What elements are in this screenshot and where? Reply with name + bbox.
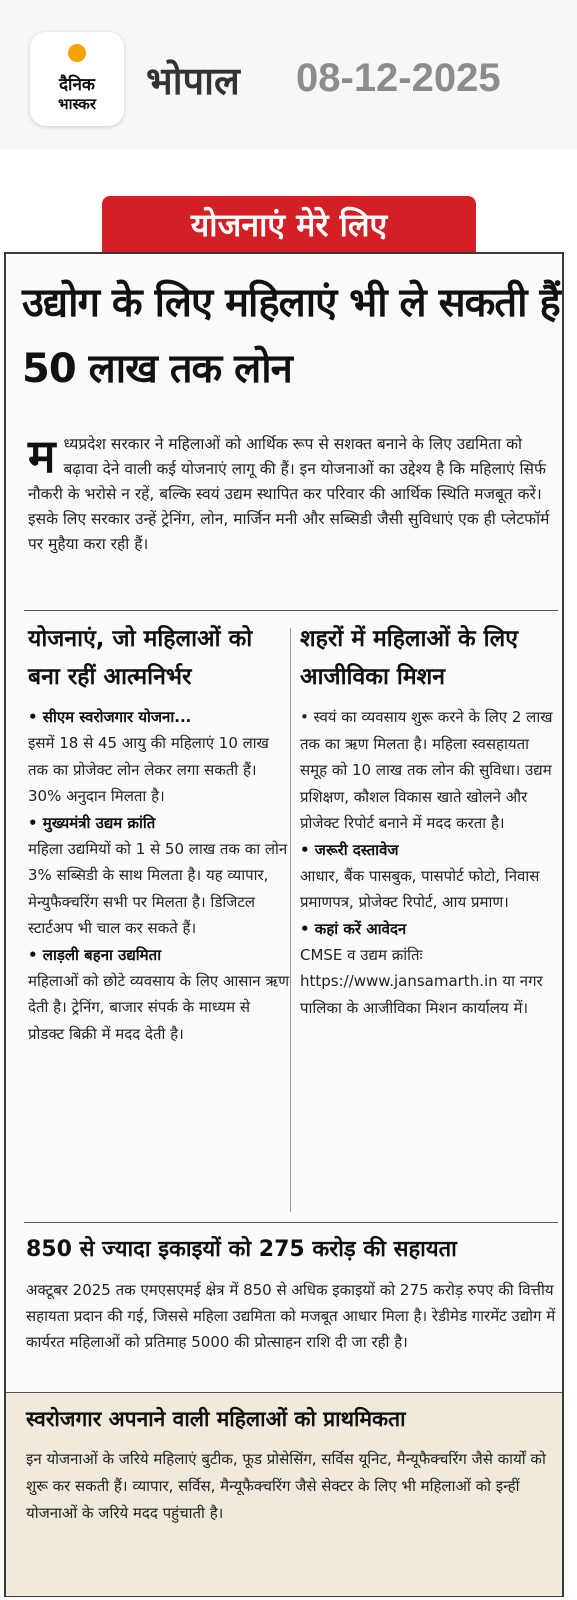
column-divider (290, 628, 291, 1212)
intro-paragraph (28, 429, 554, 557)
apply-title: • कहां करें आवेदन (300, 919, 407, 938)
scheme-title: • सीएम स्वरोजगार योजना... (28, 708, 192, 726)
divider (24, 610, 558, 611)
city-name: भोपाल (146, 59, 240, 103)
newspaper-logo[interactable] (30, 32, 124, 126)
scheme-title: • मुख्यमंत्री उद्यम क्रांति (28, 813, 156, 832)
documents-title: • जरूरी दस्तावेज (300, 840, 399, 859)
priority-text: इन योजनाओं के जरिये महिलाएं बुटीक, फूड प्रोसेसिंग, सर्विस यूनिट, मैन्यूफैक्चरिंग जैसे कार्यों को शुरू कर सकती हैं। व्यापार, सर्विस, मैन्यूफैक्चरिंग जैसे सेक्टर के लिए भी महिलाओं को इन्हीं योजनाओं के जरिये मदद पहुंचाती है। (26, 1450, 546, 1522)
assistance-text: अक्टूबर 2025 तक एमएसएमई क्षेत्र में 850 से अधिक इकाइयों को 275 करोड़ रुपए की वित्तीय सहायता प्रदान की गई, जिससे महिला उद्यमिता को मजबूत आधार मिला है। रेडीमेड गारमेंट उद्योग में कार्यरत महिलाओं को प्रतिमाह 5000 की प्रोत्साहन राशि दी जा रही है। (26, 1281, 556, 1351)
mission-text: • स्वयं का व्यवसाय शुरू करने के लिए 2 लाख तक का ऋण मिलता है। महिला स्वसहायता समूह को 10 लाख तक लोन की सुविधा। उद्यम प्रशिक्षण, कौशल विकास खाते खोलने और प्रोजेक्ट रिपोर्ट बनाने में मदद करता है। (300, 708, 553, 832)
right-column (300, 620, 558, 1021)
left-column-heading: योजनाएं, जो महिलाओं को बना रहीं आत्मनिर्भर (28, 626, 253, 690)
scheme-text: महिलाओं को छोटे व्यवसाय के लिए आसान ऋण देती है। ट्रेनिंग, बाजार संपर्क के माध्यम से प्रोडक्ट बिक्री में मदद देती है। (28, 971, 290, 1043)
drop-cap: म (28, 429, 56, 483)
divider (24, 1222, 558, 1223)
intro-text: ध्यप्रदेश सरकार ने महिलाओं को आर्थिक रूप से सशक्त बनाने के लिए उद्यमिता को बढ़ावा देने वाली कई योजनाएं लागू की हैं। इन योजनाओं का उद्देश्य है कि महिलाएं सिर्फ नौकरी के भरोसे न रहें, बल्कि स्वयं उद्यम स्थापित कर परिवार की आर्थिक स्थिति मजबूत करें। इसके लिए सरकार उन्हें ट्रेनिंग, लोन, मार्जिन मनी और सब्सिडी जैसी सुविधाएं एक ही प्लेटफॉर्म पर मुहैया करा रही हैं। (28, 435, 550, 553)
assistance-heading: 850 से ज्यादा इकाइयों को 275 करोड़ की सहायता (26, 1237, 457, 1262)
apply-text: CMSE व उद्यम क्रांतिः https://www.jansamarth.in या नगर पालिका के आजीविका मिशन कार्यालय में। (300, 945, 543, 1017)
edition-date: 08-12-2025 (296, 56, 501, 100)
left-column (28, 620, 290, 1047)
logo-line1: दैनिक (59, 75, 95, 95)
masthead (0, 0, 577, 150)
sun-icon (68, 44, 86, 62)
scheme-title: • लाड़ली बहना उद्यमिता (28, 945, 162, 964)
scheme-text: महिला उद्यमियों को 1 से 50 लाख तक का लोन 3% सब्सिडी के साथ मिलता है। यह व्यापार, मेन्युफैक्चरिंग सभी पर मिलता है। डिजिटल स्टार्टअप भी चाल कर सकते हैं। (28, 839, 288, 937)
priority-heading: स्वरोजगार अपनाने वाली महिलाओं को प्राथमिकता (26, 1407, 406, 1431)
headline: उद्योग के लिए महिलाएं भी ले सकती हैं 50 लाख तक लोन (22, 280, 560, 392)
scheme-text: इसमें 18 से 45 आयु की महिलाएं 10 लाख तक का प्रोजेक्ट लोन लेकर लगा सकती हैं। 30% अनुदान मिलता है। (28, 734, 269, 805)
section-tag: योजनाएं मेरे लिए (102, 196, 476, 252)
right-column-heading: शहरों में महिलाओं के लिए आजीविका मिशन (300, 626, 518, 690)
logo-line2: भास्कर (58, 95, 96, 113)
documents-text: आधार, बैंक पासबुक, पासपोर्ट फोटो, निवास प्रमाणपत्र, प्रोजेक्ट रिपोर्ट, आय प्रमाण। (300, 866, 540, 911)
